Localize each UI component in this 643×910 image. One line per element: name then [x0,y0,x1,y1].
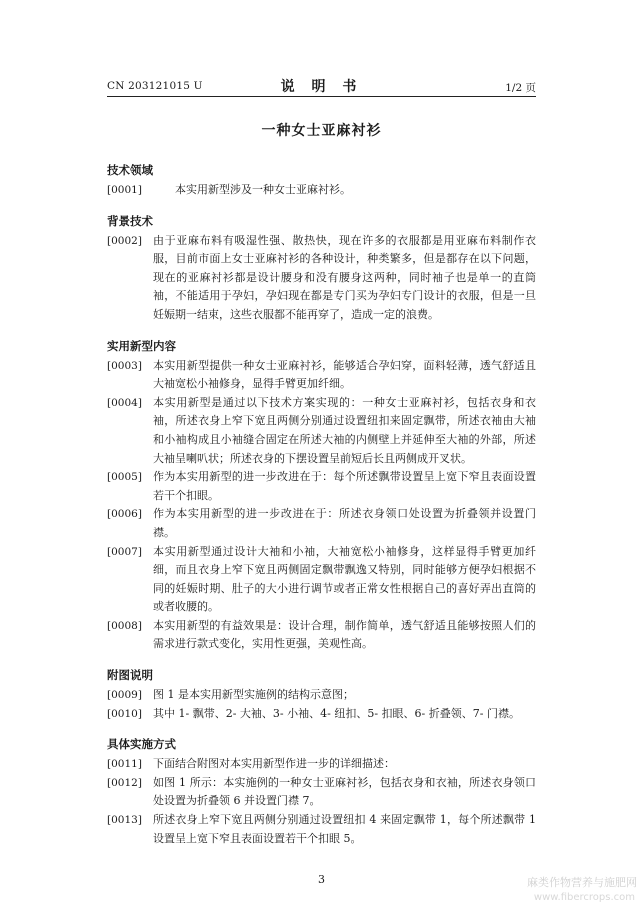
paragraph [107,394,536,468]
watermark-url: www.fibercrops.com [533,892,635,903]
paragraph-number: [0012] [107,776,142,789]
section-heading: 技术领域 [107,163,153,177]
paragraph-text: 本实用新型提供一种女士亚麻衬衫，能够适合孕妇穿，面料轻薄，透气舒适且大袖宽松小袖修身，显得手臂更加纤细。 [153,358,536,391]
paragraph [107,505,536,542]
section [107,735,536,848]
paragraph-text: 作为本实用新型的进一步改进在于：所述衣身领口处设置为折叠领并设置门襟。 [153,507,536,539]
paragraph-text: 下面结合附图对本实用新型作进一步的详细描述： [153,757,395,771]
paragraph [107,617,536,654]
section [107,161,536,200]
paragraph-text: 如图 1 所示：本实施例的一种女士亚麻衬衫，包括衣身和衣袖，所述衣身领口处设置为折叠领 6 并设置门襟 7。 [153,775,536,808]
patent-number: CN 203121015 U [107,80,203,92]
paragraph-number: [0011] [107,758,142,771]
paragraph-number: [0007] [107,545,142,558]
paragraph [107,755,536,774]
paragraph [107,774,536,811]
paragraph [107,181,536,200]
paragraph-text: 其中 1- 飘带、2- 大袖、3- 小袖、4- 纽扣、5- 扣眼、6- 折叠领、7- 门襟。 [153,706,520,720]
paragraph-number: [0010] [107,707,142,720]
paragraph-text: 本实用新型涉及一种女士亚麻衬衫。 [153,183,351,196]
section-heading: 具体实施方式 [107,737,176,752]
section-heading: 背景技术 [107,213,153,228]
section [107,337,536,655]
paragraph [107,468,536,505]
document-body [107,161,536,860]
paragraph-text: 由于亚麻布料有吸湿性强、散热快，现在许多的衣服都是用亚麻布料制作衣服，目前市面上女士亚麻衬衫的各种设计，种类繁多，但是都存在以下问题，现在的亚麻衬衫都是设计腰身和没有腰身这两种，同时袖子也是单一的直筒袖，不能适用于孕妇，孕妇现在都是专门买为孕妇专门设计的衣服，但是一旦妊娠期一结束，这些衣服都不能再穿了，造成一定的浪费。 [153,233,536,321]
header-title: 说 明 书 [280,79,363,95]
paragraph [107,357,536,394]
paragraph-number: [0002] [107,234,142,247]
document-header [107,76,536,97]
paragraph [107,811,536,848]
paragraph-number: [0003] [107,359,142,372]
watermark-chinese: 麻类作物营养与施肥网 [527,876,637,889]
paragraph-number: [0013] [107,814,142,827]
paragraph-number: [0008] [107,619,142,632]
paragraph-number: [0006] [107,508,142,521]
paragraph [107,705,536,724]
paragraph-number: [0004] [107,396,142,409]
paragraph-text: 本实用新型是通过以下技术方案实现的：一种女士亚麻衬衫，包括衣身和衣袖，所述衣身上窄下宽且两侧分别通过设置纽扣来固定飘带，所述衣袖由大袖和小袖构成且小袖缝合固定在所述大袖的内侧壁上并延伸至大袖的外部，所述大袖呈喇叭状；所述衣身的下摆设置呈前短后长且两侧成开叉状。 [153,395,536,465]
section-heading: 附图说明 [107,668,153,683]
section [107,666,536,723]
document-title: 一种女士亚麻衬衫 [261,123,382,139]
paragraph [107,686,536,705]
paragraph-text: 本实用新型的有益效果是：设计合理，制作简单，透气舒适且能够按照人们的需求进行款式变化，实用性更强，美观性高。 [153,618,536,651]
paragraph-text: 所述衣身上窄下宽且两侧分别通过设置纽扣 4 来固定飘带 1，每个所述飘带 1 设置呈上宽下窄且表面设置若干个扣眼 5。 [153,813,536,845]
paragraph-number: [0005] [107,471,142,484]
paragraph [107,543,536,617]
paragraph-text: 本实用新型通过设计大袖和小袖，大袖宽松小袖修身，这样显得手臂更加纤细，而且衣身上窄下宽且两侧固定飘带飘逸又特别，同时能够方便孕妇根据不同的妊娠时期、肚子的大小进行调节或者正常女性根据自己的喜好弄出直筒的或者收腰的。 [153,544,536,614]
section-heading: 实用新型内容 [107,338,176,353]
header-page-info: 1/2 页 [505,82,536,94]
paragraph-text: 图 1 是本实用新型实施例的结构示意图； [153,688,354,702]
page-number: 3 [318,873,325,886]
paragraph [107,232,536,325]
paragraph-number: [0009] [107,689,142,702]
paragraph-text: 作为本实用新型的进一步改进在于：每个所述飘带设置呈上宽下窄且表面设置若干个扣眼。 [153,470,536,502]
section [107,212,536,325]
paragraph-number: [0001] [107,184,142,196]
